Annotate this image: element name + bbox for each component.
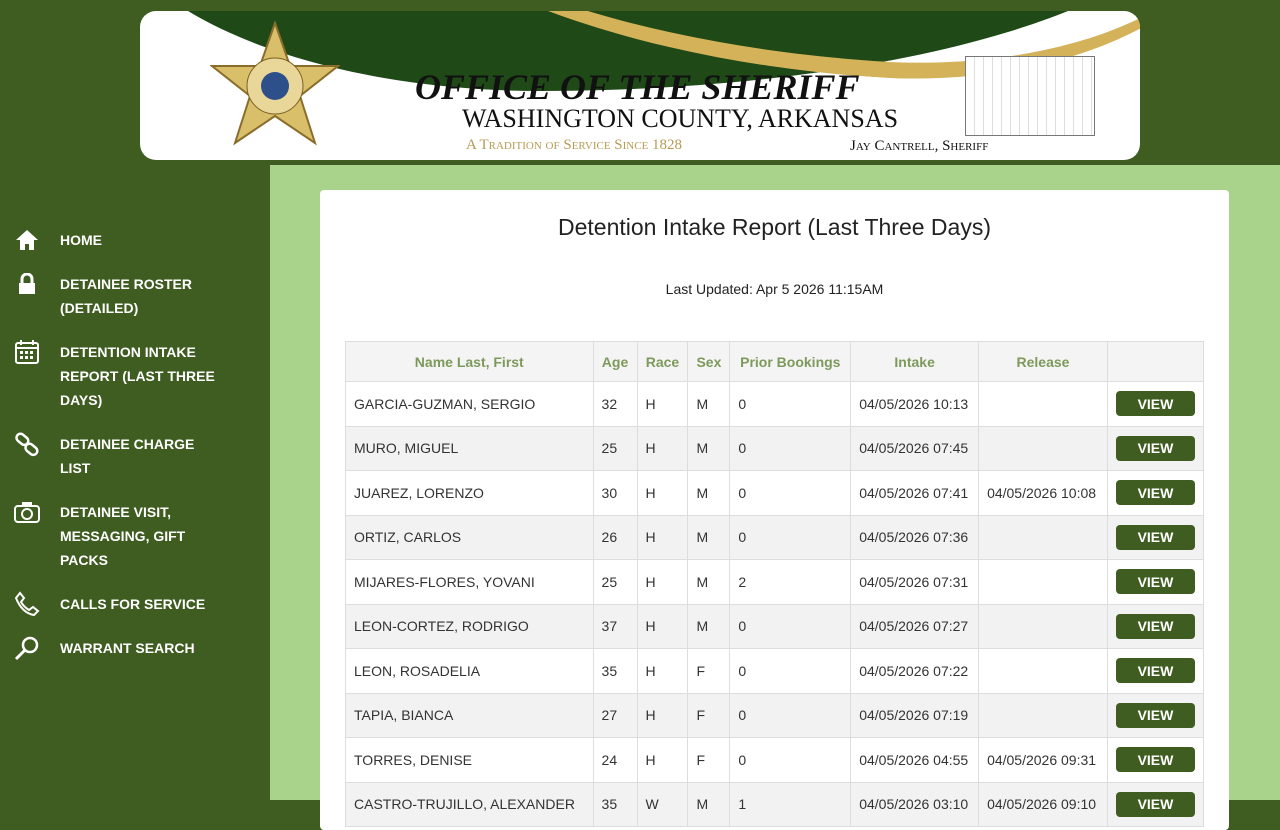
table-cell bbox=[979, 426, 1108, 471]
table-cell: 26 bbox=[593, 515, 637, 560]
table-cell: 04/05/2026 09:10 bbox=[979, 782, 1108, 827]
action-cell bbox=[1107, 693, 1203, 738]
table-cell: M bbox=[688, 382, 730, 427]
table-cell: 0 bbox=[730, 382, 851, 427]
main-content bbox=[270, 165, 1280, 813]
sheriff-badge-logo bbox=[210, 21, 340, 151]
table-cell: 24 bbox=[593, 738, 637, 783]
table-cell: 0 bbox=[730, 471, 851, 516]
lock-icon bbox=[14, 272, 40, 296]
column-header bbox=[1107, 342, 1203, 382]
calendar-icon bbox=[14, 340, 40, 364]
sidebar-item-intake-report[interactable] bbox=[0, 340, 270, 412]
table-cell bbox=[979, 515, 1108, 560]
sidebar-item-label: WARRANT SEARCH bbox=[60, 640, 195, 656]
home-icon bbox=[14, 228, 40, 252]
action-cell bbox=[1107, 471, 1203, 516]
table-cell: 1 bbox=[730, 782, 851, 827]
column-header: Prior Bookings bbox=[730, 342, 851, 382]
action-cell bbox=[1107, 426, 1203, 471]
table-cell: F bbox=[688, 738, 730, 783]
intake-table bbox=[345, 341, 1204, 827]
table-row bbox=[346, 738, 1204, 783]
table-cell: ORTIZ, CARLOS bbox=[346, 515, 594, 560]
sidebar-item-home[interactable] bbox=[0, 228, 270, 252]
action-cell bbox=[1107, 604, 1203, 649]
table-cell: 0 bbox=[730, 515, 851, 560]
table-cell: 04/05/2026 10:08 bbox=[979, 471, 1108, 516]
view-button[interactable]: VIEW bbox=[1116, 792, 1195, 817]
table-cell: 04/05/2026 07:45 bbox=[851, 426, 979, 471]
table-cell: 25 bbox=[593, 426, 637, 471]
banner-county: WASHINGTON COUNTY, ARKANSAS bbox=[462, 104, 899, 133]
table-cell: TAPIA, BIANCA bbox=[346, 693, 594, 738]
action-cell bbox=[1107, 515, 1203, 560]
table-cell: 04/05/2026 07:22 bbox=[851, 649, 979, 694]
sidebar-item-label: DETENTION INTAKE REPORT (LAST THREE DAYS) bbox=[60, 344, 215, 408]
table-cell: M bbox=[688, 604, 730, 649]
table-cell: 0 bbox=[730, 649, 851, 694]
table-cell: F bbox=[688, 649, 730, 694]
table-cell: CASTRO-TRUJILLO, ALEXANDER bbox=[346, 782, 594, 827]
sidebar-item-label: HOME bbox=[60, 232, 102, 248]
table-cell: H bbox=[637, 738, 688, 783]
table-cell bbox=[979, 560, 1108, 605]
search-icon bbox=[14, 636, 40, 660]
view-button[interactable]: VIEW bbox=[1116, 747, 1195, 772]
table-cell: JUAREZ, LORENZO bbox=[346, 471, 594, 516]
table-row bbox=[346, 471, 1204, 516]
table-cell bbox=[979, 649, 1108, 694]
table-row bbox=[346, 693, 1204, 738]
view-button[interactable]: VIEW bbox=[1116, 614, 1195, 639]
banner-sheriff: Jay Cantrell, Sheriff bbox=[850, 138, 989, 154]
action-cell bbox=[1107, 649, 1203, 694]
column-header: Name Last, First bbox=[346, 342, 594, 382]
table-cell: M bbox=[688, 426, 730, 471]
sidebar-item-calls-for-service[interactable] bbox=[0, 592, 270, 616]
table-cell: 35 bbox=[593, 649, 637, 694]
table-cell: H bbox=[637, 515, 688, 560]
table-cell: 35 bbox=[593, 782, 637, 827]
sidebar-item-label: DETAINEE ROSTER (DETAILED) bbox=[60, 276, 192, 316]
table-cell: LEON, ROSADELIA bbox=[346, 649, 594, 694]
sidebar bbox=[0, 165, 270, 680]
table-cell: H bbox=[637, 426, 688, 471]
action-cell bbox=[1107, 382, 1203, 427]
table-cell: 37 bbox=[593, 604, 637, 649]
table-cell: 0 bbox=[730, 738, 851, 783]
view-button[interactable]: VIEW bbox=[1116, 569, 1195, 594]
report-card bbox=[320, 190, 1229, 830]
table-cell: 04/05/2026 09:31 bbox=[979, 738, 1108, 783]
link-icon bbox=[14, 432, 40, 456]
table-cell: H bbox=[637, 382, 688, 427]
table-row bbox=[346, 604, 1204, 649]
table-cell: 30 bbox=[593, 471, 637, 516]
table-row bbox=[346, 426, 1204, 471]
header-banner bbox=[140, 11, 1140, 160]
table-cell: 0 bbox=[730, 693, 851, 738]
sidebar-item-roster[interactable] bbox=[0, 272, 270, 320]
table-cell: 04/05/2026 10:13 bbox=[851, 382, 979, 427]
table-cell: MIJARES-FLORES, YOVANI bbox=[346, 560, 594, 605]
table-row bbox=[346, 782, 1204, 827]
banner-tagline: A Tradition of Service Since 1828 bbox=[466, 137, 683, 153]
table-cell: 04/05/2026 07:31 bbox=[851, 560, 979, 605]
table-cell: H bbox=[637, 604, 688, 649]
table-cell: H bbox=[637, 649, 688, 694]
view-button[interactable]: VIEW bbox=[1116, 525, 1195, 550]
banner-title: OFFICE OF THE SHERIFF bbox=[415, 67, 860, 107]
table-row bbox=[346, 382, 1204, 427]
table-cell: 04/05/2026 07:41 bbox=[851, 471, 979, 516]
table-cell: M bbox=[688, 560, 730, 605]
view-button[interactable]: VIEW bbox=[1116, 391, 1195, 416]
table-cell: M bbox=[688, 515, 730, 560]
building-illustration bbox=[965, 56, 1095, 136]
table-cell bbox=[979, 693, 1108, 738]
table-cell: H bbox=[637, 471, 688, 516]
table-cell: F bbox=[688, 693, 730, 738]
sidebar-item-warrant-search[interactable] bbox=[0, 636, 270, 660]
table-cell: TORRES, DENISE bbox=[346, 738, 594, 783]
camera-icon bbox=[14, 500, 40, 524]
sidebar-item-label: DETAINEE CHARGE LIST bbox=[60, 436, 195, 476]
table-cell: H bbox=[637, 560, 688, 605]
table-row bbox=[346, 515, 1204, 560]
table-cell: 2 bbox=[730, 560, 851, 605]
table-cell: 32 bbox=[593, 382, 637, 427]
action-cell bbox=[1107, 782, 1203, 827]
table-cell bbox=[979, 604, 1108, 649]
table-cell: 04/05/2026 07:27 bbox=[851, 604, 979, 649]
table-cell: GARCIA-GUZMAN, SERGIO bbox=[346, 382, 594, 427]
sidebar-item-charge-list[interactable] bbox=[0, 432, 270, 480]
sidebar-item-label: CALLS FOR SERVICE bbox=[60, 596, 206, 612]
table-cell: 04/05/2026 07:36 bbox=[851, 515, 979, 560]
table-cell: LEON-CORTEZ, RODRIGO bbox=[346, 604, 594, 649]
table-cell: MURO, MIGUEL bbox=[346, 426, 594, 471]
view-button[interactable]: VIEW bbox=[1116, 480, 1195, 505]
table-cell: 27 bbox=[593, 693, 637, 738]
column-header: Intake bbox=[851, 342, 979, 382]
table-cell: M bbox=[688, 471, 730, 516]
table-cell: M bbox=[688, 782, 730, 827]
table-row bbox=[346, 649, 1204, 694]
table-cell: 04/05/2026 07:19 bbox=[851, 693, 979, 738]
sidebar-item-visit-messaging[interactable] bbox=[0, 500, 270, 572]
column-header: Sex bbox=[688, 342, 730, 382]
table-cell: 25 bbox=[593, 560, 637, 605]
view-button[interactable]: VIEW bbox=[1116, 658, 1195, 683]
column-header: Release bbox=[979, 342, 1108, 382]
table-row bbox=[346, 560, 1204, 605]
view-button[interactable]: VIEW bbox=[1116, 436, 1195, 461]
page-title: Detention Intake Report (Last Three Days) bbox=[558, 214, 991, 240]
sidebar-item-label: DETAINEE VISIT, MESSAGING, GIFT PACKS bbox=[60, 504, 186, 568]
action-cell bbox=[1107, 738, 1203, 783]
view-button[interactable]: VIEW bbox=[1116, 703, 1195, 728]
table-cell: H bbox=[637, 693, 688, 738]
table-cell: 0 bbox=[730, 604, 851, 649]
last-updated: Last Updated: Apr 5 2026 11:15AM bbox=[665, 281, 884, 297]
table-cell: 04/05/2026 04:55 bbox=[851, 738, 979, 783]
table-cell: W bbox=[637, 782, 688, 827]
action-cell bbox=[1107, 560, 1203, 605]
table-cell: 0 bbox=[730, 426, 851, 471]
table-cell bbox=[979, 382, 1108, 427]
column-header: Race bbox=[637, 342, 688, 382]
table-cell: 04/05/2026 03:10 bbox=[851, 782, 979, 827]
column-header: Age bbox=[593, 342, 637, 382]
phone-icon bbox=[14, 592, 40, 616]
